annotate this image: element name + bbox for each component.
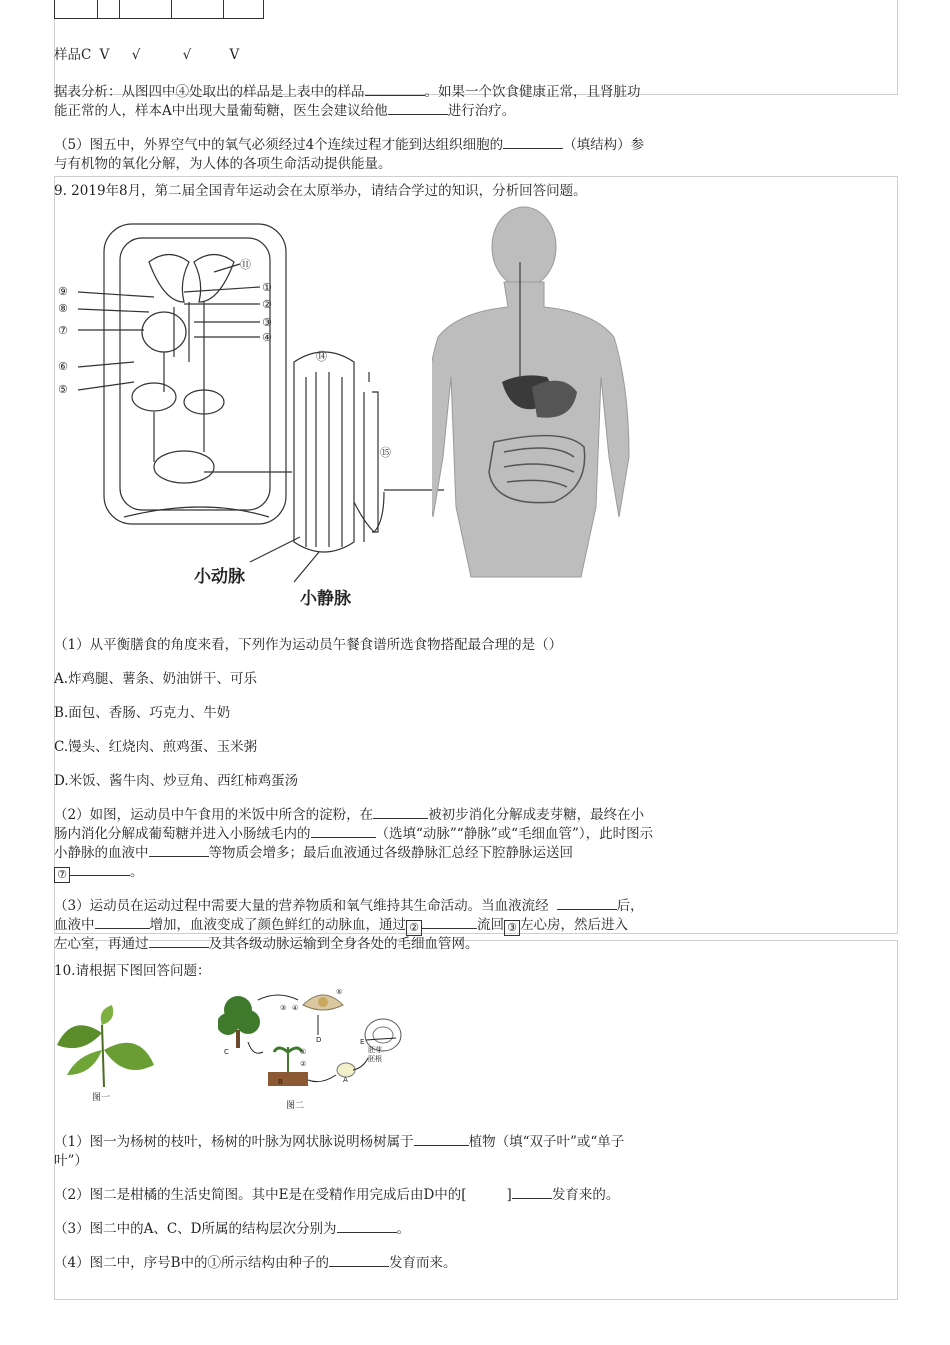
figure-label: ③ xyxy=(280,1004,287,1012)
q9-3-line-2 xyxy=(54,916,628,936)
citrus-life-cycle-figure xyxy=(218,980,418,1115)
q9-option-c[interactable]: C.馒头、红烧肉、煎鸡蛋、玉米粥 xyxy=(54,739,258,755)
figure-caption: 图二 xyxy=(286,1101,305,1111)
q9-2-line-3 xyxy=(54,844,573,862)
q10-1-line-2: 叶”） xyxy=(54,1153,88,1169)
analysis-text: 进行治疗。 xyxy=(447,103,516,119)
figure-label: ⑪ xyxy=(240,258,251,271)
sample-mark: √ xyxy=(182,47,192,63)
section-frame-q10 xyxy=(54,940,898,1300)
sample-row xyxy=(54,46,239,64)
answer-blank[interactable] xyxy=(503,136,563,149)
figure-label: 胚根 xyxy=(368,1055,382,1063)
heart-part-box: ⑦ xyxy=(54,867,70,883)
q10-1-line-1 xyxy=(54,1133,624,1151)
figure-label: ② xyxy=(300,1060,307,1068)
figure-label: ① xyxy=(262,281,272,294)
question-text: （3）图二中的A、C、D所属的结构层次分别为 xyxy=(54,1221,337,1237)
figure-label-small-artery: 小动脉 xyxy=(194,567,245,587)
figure-label: C xyxy=(224,1048,229,1056)
q9-2-line-1 xyxy=(54,806,644,824)
q8-5-line-1 xyxy=(54,136,644,154)
figure-label: A xyxy=(343,1076,348,1084)
analysis-text: 据表分析：从图四中④处取出的样品是上表中的样品 xyxy=(54,84,365,100)
answer-blank[interactable] xyxy=(149,935,209,948)
question-text: 肠内消化分解成葡萄糖并进入小肠绒毛内的 xyxy=(54,826,311,842)
question-text: 植物（填“双子叶”或“单子 xyxy=(468,1134,625,1150)
question-text: 发育来的。 xyxy=(551,1187,620,1203)
question-text: 流回 xyxy=(477,917,504,933)
question-text: 小静脉的血液中 xyxy=(54,845,149,861)
answer-blank[interactable] xyxy=(467,1187,507,1199)
q9-3-line-1 xyxy=(54,897,644,915)
answer-blank[interactable] xyxy=(512,1186,552,1199)
question-text: 增加，血液变成了颜色鲜红的动脉血，通过 xyxy=(149,917,406,933)
question-text: 及其各级动脉运输到全身各处的毛细血管网。 xyxy=(208,936,479,952)
figure-label: ⑤ xyxy=(336,988,343,996)
q10-title: 10.请根据下图回答问题： xyxy=(54,963,211,979)
question-text: 后， xyxy=(616,898,644,914)
question-text: 发育而来。 xyxy=(389,1255,457,1271)
answer-blank[interactable] xyxy=(329,1254,389,1267)
answer-blank[interactable] xyxy=(557,897,617,910)
figure-label: B xyxy=(278,1078,283,1086)
figure-label: ② xyxy=(262,298,272,311)
question-text: （1）图一为杨树的枝叶，杨树的叶脉为网状脉说明杨树属于 xyxy=(54,1134,414,1150)
answer-blank[interactable] xyxy=(373,806,428,819)
sample-label: 样品C xyxy=(54,47,92,63)
answer-blank[interactable] xyxy=(70,863,130,876)
figure-label: ① xyxy=(300,1048,307,1056)
question-text: （选填“动脉”“静脉”或“毛细血管”），此时图示 xyxy=(375,826,654,842)
sample-mark: √ xyxy=(131,47,141,63)
question-text: （3）运动员在运动过程中需要大量的营养物质和氧气维持其生命活动。当血液流经 xyxy=(54,898,549,914)
question-text: （填结构）参 xyxy=(563,137,645,153)
poplar-branch-figure xyxy=(54,1005,164,1105)
figure-caption: 图一 xyxy=(92,1093,111,1103)
question-text: 血液中 xyxy=(54,917,95,933)
question-text: 等物质会增多；最后血液通过各级静脉汇总经下腔静脉运送回 xyxy=(208,845,573,861)
figure-label: ⑮ xyxy=(380,446,391,459)
analysis-line-2 xyxy=(54,102,515,120)
question-text: 。 xyxy=(130,864,144,880)
q8-5-line-2: 与有机物的氧化分解，为人体的各项生命活动提供能量。 xyxy=(54,156,392,172)
analysis-text: 能正常的人，样本A中出现大量葡萄糖，医生会建议给他 xyxy=(54,103,388,119)
answer-blank[interactable] xyxy=(337,1220,397,1233)
question-text: ] xyxy=(506,1187,512,1203)
figure-label: ⑥ xyxy=(58,360,68,373)
heart-part-box: ③ xyxy=(504,920,520,936)
answer-blank[interactable] xyxy=(95,916,150,929)
q9-3-line-3 xyxy=(54,935,479,953)
table-fragment xyxy=(54,0,264,19)
q9-option-d[interactable]: D.米饭、酱牛肉、炒豆角、西红柿鸡蛋汤 xyxy=(54,773,299,789)
figure-label: 胚芽 xyxy=(368,1046,382,1054)
figure-label: ④ xyxy=(262,331,272,344)
question-text: （4）图二中，序号B中的①所示结构由种子的 xyxy=(54,1255,330,1271)
sample-mark: V xyxy=(229,47,240,63)
question-text: 被初步消化分解成麦芽糖，最终在小 xyxy=(428,807,645,823)
question-text: （2）图二是柑橘的生活史简图。其中E是在受精作用完成后由D中的[ xyxy=(54,1187,467,1203)
question-text: 。 xyxy=(396,1221,410,1237)
q9-2-line-2 xyxy=(54,825,653,843)
q10-3 xyxy=(54,1220,410,1238)
heart-part-box: ② xyxy=(406,920,422,936)
answer-blank[interactable] xyxy=(149,844,209,857)
q10-2 xyxy=(54,1186,619,1204)
figure-label: D xyxy=(316,1036,322,1044)
figure-label-small-vein: 小静脉 xyxy=(300,589,351,609)
answer-blank[interactable] xyxy=(388,102,448,115)
figure-label: ③ xyxy=(262,316,272,329)
q9-title: 9. 2019年8月，第二届全国青年运动会在太原举办，请结合学过的知识，分析回答问题。 xyxy=(54,183,587,199)
analysis-text: 。如果一个饮食健康正常，且肾脏功 xyxy=(424,84,641,100)
circulation-diagram xyxy=(54,212,474,612)
answer-blank[interactable] xyxy=(422,916,477,929)
figure-label: ⑦ xyxy=(58,324,68,337)
answer-blank[interactable] xyxy=(365,83,425,96)
figure-label: ⑭ xyxy=(316,350,327,363)
answer-blank[interactable] xyxy=(311,825,376,838)
q9-1: （1）从平衡膳食的角度来看，下列作为运动员午餐食谱所选食物搭配最合理的是（） xyxy=(54,637,563,653)
figure-label: ⑨ xyxy=(58,285,68,298)
human-body-illustration xyxy=(432,202,642,592)
question-text: （2）如图，运动员中午食用的米饭中所含的淀粉，在 xyxy=(54,807,374,823)
q9-option-b[interactable]: B.面包、香肠、巧克力、牛奶 xyxy=(54,705,231,721)
question-text: 左心室，再通过 xyxy=(54,936,149,952)
question-text: （5）图五中，外界空气中的氧气必须经过4个连续过程才能到达组织细胞的 xyxy=(54,137,504,153)
sample-mark: V xyxy=(99,47,110,63)
q10-4 xyxy=(54,1254,457,1272)
figure-label: ⑤ xyxy=(58,383,68,396)
answer-blank[interactable] xyxy=(414,1133,469,1146)
question-text: 左心房，然后进入 xyxy=(520,917,628,933)
analysis-line-1 xyxy=(54,83,641,101)
figure-label: ⑧ xyxy=(58,302,68,315)
figure-label: ④ xyxy=(292,1004,299,1012)
figure-label: E xyxy=(360,1038,365,1046)
q9-option-a[interactable]: A.炸鸡腿、薯条、奶油饼干、可乐 xyxy=(54,671,258,687)
q9-2-line-4 xyxy=(54,863,144,883)
